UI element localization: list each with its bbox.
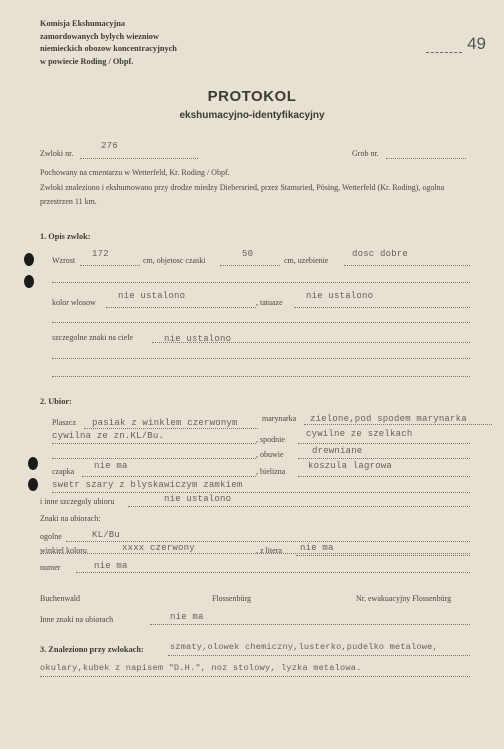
plaszcz-label: Plaszcz [52,418,76,427]
inne-znaki-label: Inne znaki na ubiorach [40,615,114,624]
section-opis-heading: 1. Opis zwlok: [40,232,91,241]
kolor-label: kolor wlosow [52,298,96,307]
litera-line [296,555,470,556]
page-number-mark [426,52,462,53]
czapka-line [82,476,256,477]
spodnie-value: cywilne ze szelkach [306,429,413,439]
czaszka-line [220,265,280,266]
uzebienie-value: dosc dobre [352,249,409,259]
plaszcz-value: pasiak z winklem czerwonym [92,418,238,428]
punch-hole [24,253,34,266]
marynarka-label: marynarka [262,414,297,423]
camp-buchenwald: Buchenwald [40,594,80,603]
ogolne-value: KL/Bu [92,530,121,540]
winkiel-label: winkiel koloru [40,546,87,555]
zwloki-label: Zwloki nr. [40,149,74,158]
zwloki-line [80,158,198,159]
znaki-ciele-label: szczegolne znaki na ciele [52,333,134,342]
inne-znaki-value: nie ma [170,612,204,622]
inne-szczegoly-label: i inne szczegoly ubioru [40,497,115,506]
found-items-line-1: szmaty,olowek chemiczny,lusterko,pudelko metalowe, [170,642,438,652]
czapka-label: czapka [52,467,75,476]
camp-flossenburg: Flossenbürg [212,594,251,603]
kolor-line [106,307,256,308]
inne-szczegoly-line [128,506,470,507]
org-line-4: w powiecie Roding / Obpf. [40,56,134,66]
zwloki-value: 276 [101,141,118,151]
wzrost-line [80,265,140,266]
punch-hole [28,457,38,470]
punch-hole [24,275,34,288]
plaszcz-line [84,428,258,429]
spodnie-line [298,443,470,444]
obuwie-label: , obuwie [256,450,284,459]
litera-value: nie ma [300,543,334,553]
litera-label: , z litera [256,546,282,555]
czapka-value: nie ma [94,461,128,471]
uzebienie-label: cm, uzebienie [284,256,329,265]
bielizna-value: koszula lagrowa [308,461,393,471]
winkiel-value: xxxx czerwony [122,543,195,553]
ogolne-line [66,541,470,542]
tatuaze-line [294,307,470,308]
bielizna-label: , bielizna [256,467,286,476]
obuwie-value: drewniane [312,446,363,456]
wzrost-value: 172 [92,249,109,259]
numer-line [76,572,470,573]
org-line-3: niemieckich obozow koncentracyjnych [40,44,177,53]
blank-line [40,553,470,554]
tatuaze-value: nie ustalono [306,291,374,301]
org-line-2: zamordowanych bylych wiezniow [40,31,159,41]
found-text: Zwloki znaleziono i ekshumowano przy drodze miedzy Diebersried, przez Stamsried, Pösing, Wetterfeld (Kr. Roding), ogolna przestrzen 11 km. [40,183,445,206]
page-number: 49 [467,34,486,53]
sweater-line: swetr szary z blyskawiczym zamkiem [52,480,243,490]
buried-text: Pochowany na cmentarzu w Wetterfeld, Kr. Roding / Obpf. [40,168,230,177]
punch-hole [28,478,38,491]
znaleziono-line-2 [40,676,470,677]
znaleziono-line-1 [168,655,470,656]
plaszcz-continued: cywilna ze zn.KL/Bu. [52,431,165,441]
grob-label: Grob nr. [352,149,379,158]
plaszcz-cont-line [52,443,256,444]
wzrost-label: Wzrost [52,256,76,265]
blank-line [52,376,470,377]
czaszka-label: cm, objetosc czaski [143,256,206,265]
bielizna-line [298,476,470,477]
numer-value: nie ma [94,561,128,571]
marynarka-value: zielone,pod spodem marynarka [310,414,467,424]
uzebienie-line [344,265,470,266]
grob-line [386,158,466,159]
inne-szczegoly-value: nie ustalono [164,494,232,504]
document-subtitle: ekshumacyjno-identyfikacyjny [179,110,325,121]
blank-line [52,282,470,283]
numer-label: numer [40,563,61,572]
ogolne-label: ogolne [40,532,62,541]
znaki-ubiorach-heading: Znaki na ubiorach: [40,514,101,523]
inne-znaki-line [150,624,470,625]
commission-header [40,18,177,68]
kolor-value: nie ustalono [118,291,186,301]
tatuaze-label: , tatuaze [256,298,283,307]
czaszka-value: 50 [242,249,254,259]
blank-line [52,358,470,359]
blank-line [52,458,256,459]
section-ubior-heading: 2. Ubior: [40,397,72,406]
obuwie-line [298,458,470,459]
sweater-underline [52,492,470,493]
spodnie-label: , spodnie [256,435,285,444]
section-znaleziono-heading: 3. Znaleziono przy zwlokach: [40,645,144,654]
marynarka-line [304,424,492,425]
evacuation-number-label: Nr. ewakuacyjny Flossenbürg [356,594,452,603]
document-title: PROTOKOL [207,88,297,105]
org-line-1: Komisja Ekshumacyjna [40,19,126,28]
blank-line [52,322,470,323]
znaki-ciele-value: nie ustalono [164,334,232,344]
found-items-line-2: okulary,kubek z napisem "D.H.", noz stolowy, lyzka metalowa. [40,663,362,673]
